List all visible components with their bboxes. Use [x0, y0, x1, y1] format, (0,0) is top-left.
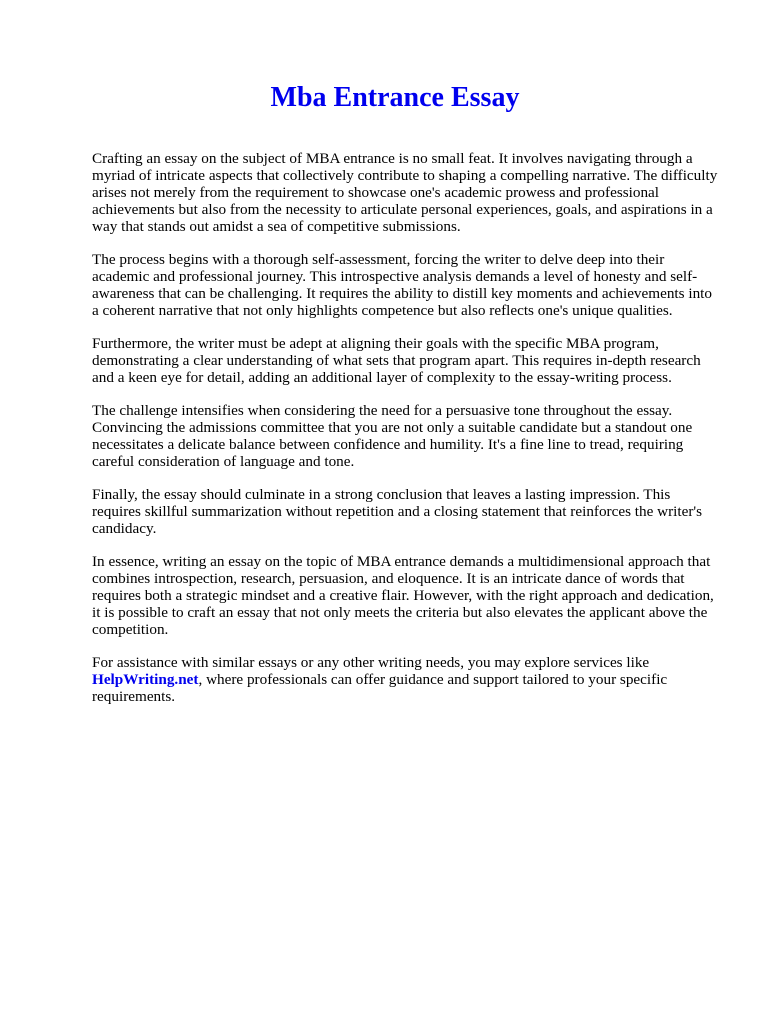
- paragraph-persuasive-tone: The challenge intensifies when considering the need for a persuasive tone throughout the essay. Convincing the admissions committee that you are not only a suitable candidate but a standout one necessitates a delicate balance between confidence and humility. It's a fine line to tread, requiring careful consideration of language and tone.: [92, 402, 693, 470]
- document-title: Mba Entrance Essay: [270, 82, 520, 113]
- paragraph-closing: [92, 654, 718, 705]
- paragraph-intro: Crafting an essay on the subject of MBA entrance is no small feat. It involves navigating through a myriad of intricate aspects that collectively contribute to shaping a compelling narrative. The difficulty arises not merely from the requirement to showcase one's academic prowess and professional achievements but also from the necessity to articulate personal experiences, goals, and aspirations in a way that stands out amidst a sea of competitive submissions.: [92, 150, 718, 235]
- closing-text-after-link: , where professionals can offer guidance and support tailored to your specific requirements.: [92, 671, 668, 705]
- paragraph-program-alignment: Furthermore, the writer must be adept at aligning their goals with the specific MBA program, demonstrating a clear understanding of what sets that program apart. This requires in-depth research and a keen eye for detail, adding an additional layer of complexity to the essay-writing process.: [92, 335, 701, 386]
- paragraph-self-assessment: The process begins with a thorough self-assessment, forcing the writer to delve deep into their academic and professional journey. This introspective analysis demands a level of honesty and self-awareness that can be challenging. It requires the ability to distill key moments and achievements into a coherent narrative that not only highlights competence but also reflects one's unique qualities.: [92, 251, 712, 319]
- helpwriting-link[interactable]: HelpWriting.net: [92, 671, 199, 688]
- closing-text-before-link: For assistance with similar essays or any other writing needs, you may explore services like: [92, 654, 650, 671]
- paragraph-conclusion: Finally, the essay should culminate in a strong conclusion that leaves a lasting impression. This requires skillful summarization without repetition and a closing statement that reinforces the writer's candidacy.: [92, 486, 703, 537]
- paragraph-essence: In essence, writing an essay on the topic of MBA entrance demands a multidimensional approach that combines introspection, research, persuasion, and eloquence. It is an intricate dance of words that requires both a strategic mindset and a creative flair. However, with the right approach and dedication, it is possible to craft an essay that not only meets the criteria but also elevates the applicant above the competition.: [92, 553, 714, 638]
